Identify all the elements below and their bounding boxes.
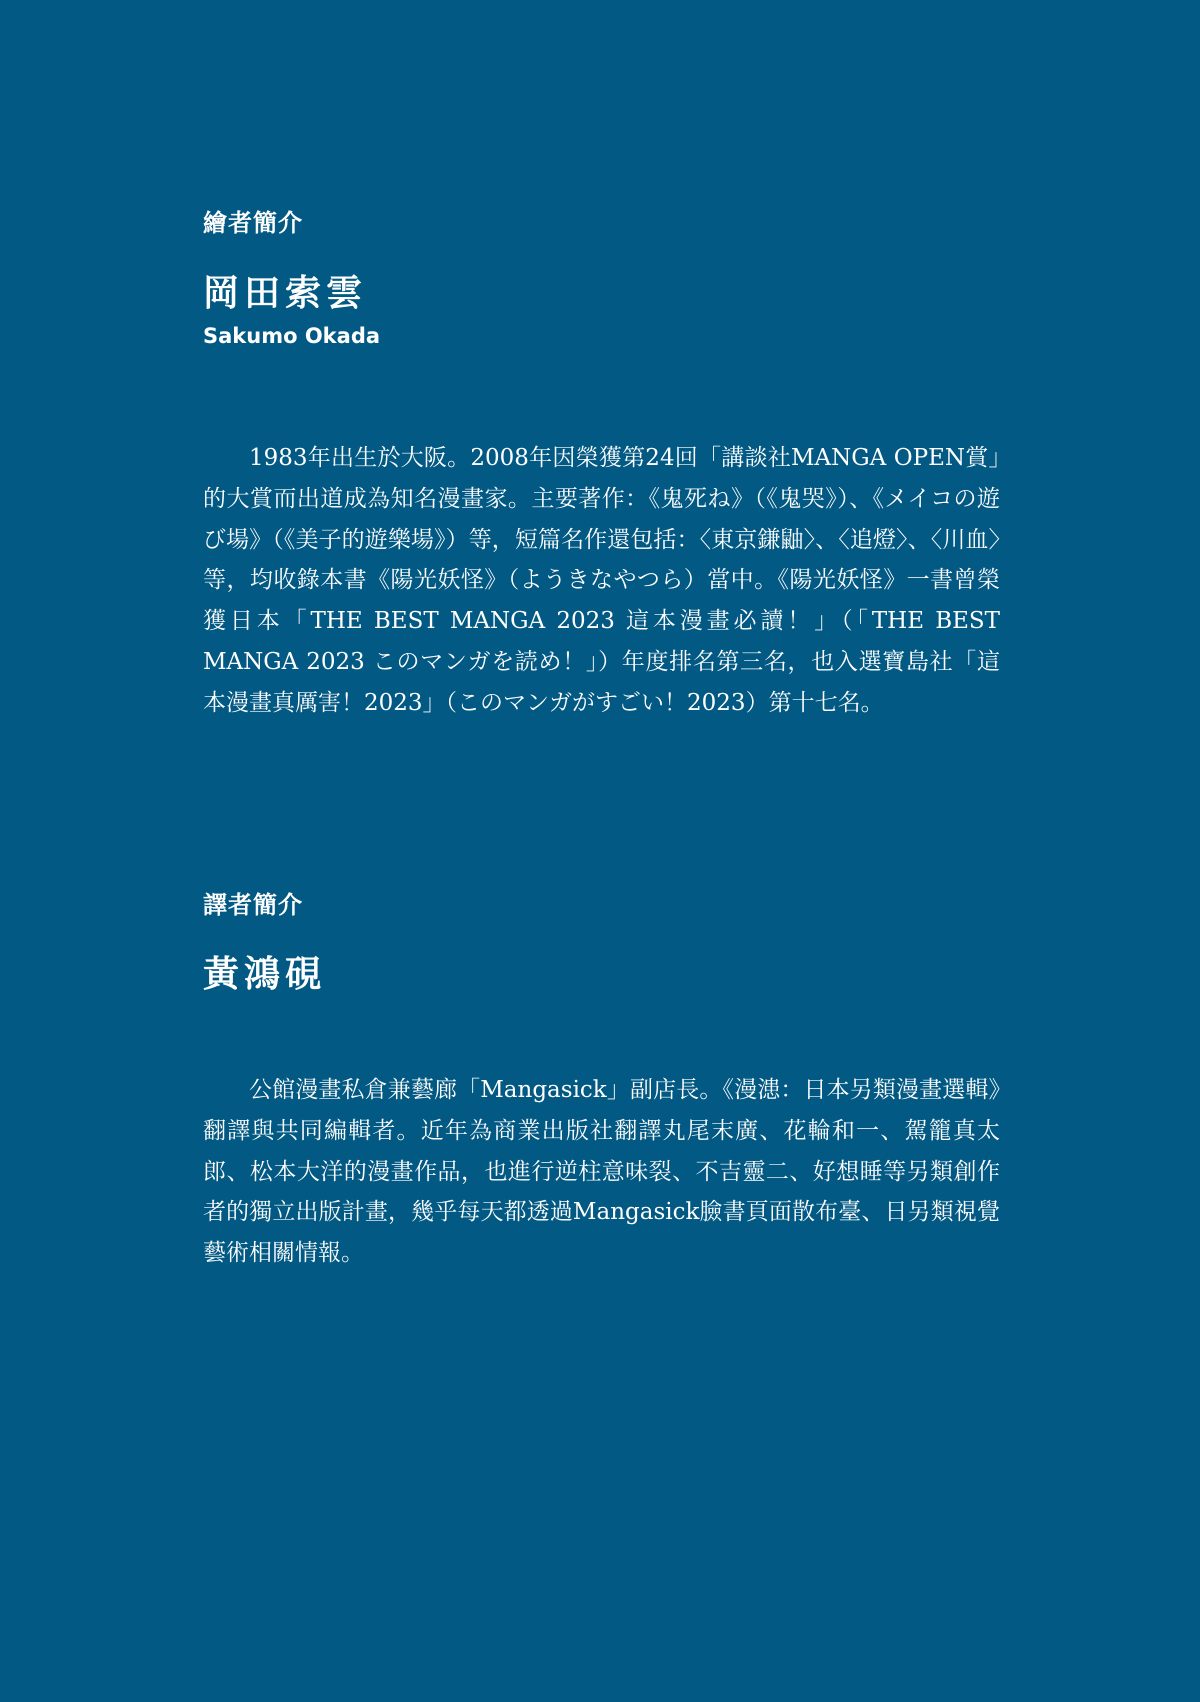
- illustrator-name: 岡田索雲: [203, 273, 368, 314]
- illustrator-romanized-name: Sakumo Okada: [203, 324, 381, 348]
- illustrator-biography: 1983年出生於大阪。2008年因榮獲第24回「講談社MANGA OPEN賞」的大賞而出道成為知名漫畫家。主要著作：《鬼死ね》（《鬼哭》）、《メイコの遊び場》（《美子的遊樂場》）等，短篇名作還包括：〈東京鎌鼬〉、〈追燈〉、〈川血〉等，均收錄本書《陽光妖怪》（ようきなやつら）當中。《陽光妖怪》一書曾榮獲日本「THE BEST MANGA 2023 這本漫畫必讀！」（「THE BEST MANGA 2023 このマンガを読め！」）年度排名第三名，也入選寶島社「這本漫畫真厲害！2023」（このマンガがすごい！2023）第十七名。: [203, 445, 1000, 716]
- translator-biography: 公館漫畫私倉兼藝廊「Mangasick」副店長。《漫漶：日本另類漫畫選輯》翻譯與共同編輯者。近年為商業出版社翻譯丸尾末廣、花輪和一、駕籠真太郎、松本大洋的漫畫作品，也進行逆柱意味裂、不吉靈二、好想睡等另類創作者的獨立出版計畫，幾乎每天都透過Mangasick臉書頁面散布臺、日另類視覺藝術相關情報。: [203, 1077, 1000, 1267]
- translator-name: 黃鴻硯: [203, 954, 327, 995]
- translator-section-label: 譯者簡介: [203, 891, 303, 919]
- illustrator-section-label: 繪者簡介: [203, 209, 303, 237]
